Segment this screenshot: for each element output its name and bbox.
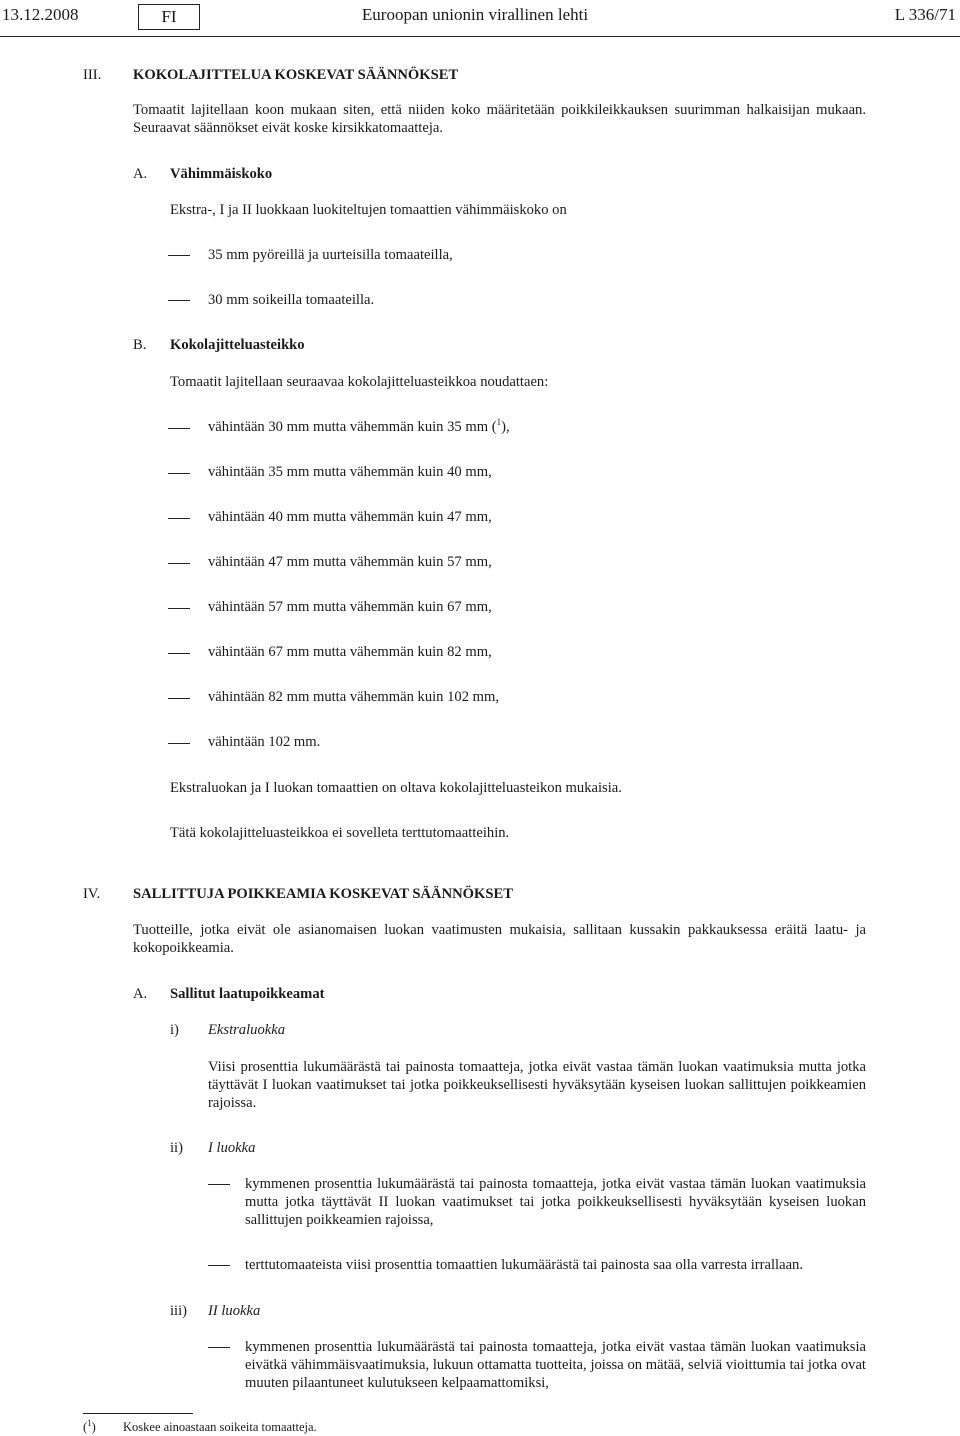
dash-bullet [168,608,190,609]
list-item: kymmenen prosenttia lukumäärästä tai painosta tomaatteja, jotka eivät vastaa tämän luokan vaatimuksia mutta jotka täyttävät II luokan vaatimukset tai jotka poikkeuksellisesti hyväksytään kyseisen luokan sallittujen poikkeamien rajoissa, [245,1176,866,1228]
list-item: vähintään 57 mm mutta vähemmän kuin 67 mm, [208,599,492,615]
list-item: vähintään 82 mm mutta vähemmän kuin 102 mm, [208,689,500,705]
dash-bullet [168,563,190,564]
section-number: III. [83,67,102,83]
journal-title: Euroopan unionin virallinen lehti [361,5,589,24]
list-item: vähintään 102 mm. [208,734,321,750]
dash-bullet [208,1265,230,1266]
section-intro: Tomaatit lajitellaan koon mukaan siten, että niiden koko määritetään poikkileikkauksen suurimman halkaisijan mukaan. Seuraavat säännökset eivät koske kirsikkatomaatteja. [133,102,866,136]
list-item: vähintään 40 mm mutta vähemmän kuin 47 mm, [208,509,492,525]
item-title: I luokka [208,1140,256,1156]
footnote-marker [83,1417,96,1434]
footnote-paren-close: ) [91,1420,96,1434]
dash-bullet [168,518,190,519]
item-title: Ekstraluokka [208,1022,286,1038]
subsection-number: A. [133,166,148,182]
section-number: IV. [83,886,101,902]
footnote-reference[interactable]: 1 [496,417,502,428]
list-item: kymmenen prosenttia lukumäärästä tai painosta tomaatteja, jotka eivät vastaa tämän luokan vaatimuksia eivätkä vähimmäisvaatimuksia, lukuun ottamatta tuotteita, joissa on mätää, selviä vioittumia tai jotka ovat muuten pilaantuneet kulutukseen kelpaamattomiksi, [245,1339,866,1391]
list-item: vähintään 47 mm mutta vähemmän kuin 57 mm, [208,554,492,570]
list-item: terttutomaateista viisi prosenttia tomaattien lukumäärästä tai painosta saa olla varresta irrallaan. [245,1257,804,1273]
paragraph: Ekstraluokan ja I luokan tomaattien on oltava kokolajitteluasteikon mukaisia. [170,780,622,796]
list-item-text: vähintään 30 mm mutta vähemmän kuin 35 mm ( [208,419,497,435]
item-title: II luokka [208,1303,261,1319]
language-box: FI [138,4,200,30]
list-item: 30 mm soikeilla tomaateilla. [208,292,375,308]
list-item: 35 mm pyöreillä ja uurteisilla tomaateilla, [208,247,453,263]
dash-bullet [168,428,190,429]
paragraph: Tomaatit lajitellaan seuraavaa kokolajitteluasteikkoa noudattaen: [170,374,549,390]
list-item: vähintään 67 mm mutta vähemmän kuin 82 mm, [208,644,492,660]
dash-bullet [208,1347,230,1348]
dash-bullet [168,255,190,256]
footnote [83,1417,317,1436]
publication-date: 13.12.2008 [2,5,79,24]
dash-bullet [168,300,190,301]
subsection-number: B. [133,337,147,353]
dash-bullet [168,473,190,474]
section-intro: Tuotteille, jotka eivät ole asianomaisen luokan vaatimusten mukaisia, sallitaan kussakin pakkauksessa eräitä laatu- ja kokopoikkeamia. [133,922,866,956]
footnote-number: 1 [87,1417,92,1428]
list-item [208,418,510,436]
list-item: vähintään 35 mm mutta vähemmän kuin 40 mm, [208,464,492,480]
footnote-text: Koskee ainoastaan soikeita tomaatteja. [123,1420,317,1434]
header-rule [0,36,960,37]
item-number: ii) [170,1140,183,1156]
subsection-title: Sallitut laatupoikkeamat [170,986,325,1002]
section-title: KOKOLAJITTELUA KOSKEVAT SÄÄNNÖKSET [133,67,459,83]
list-item-text: ), [501,419,510,435]
footnote-paren-open: ( [83,1420,88,1434]
dash-bullet [208,1184,230,1185]
item-number: iii) [170,1303,188,1319]
dash-bullet [168,653,190,654]
paragraph: Tätä kokolajitteluasteikkoa ei sovelleta terttutomaatteihin. [170,825,510,841]
page-reference: L 336/71 [894,5,956,24]
footnote-rule [83,1413,193,1414]
dash-bullet [168,698,190,699]
page-header [0,4,960,28]
paragraph: Ekstra-, I ja II luokkaan luokiteltujen tomaattien vähimmäiskoko on [170,202,567,218]
subsection-number: A. [133,986,148,1002]
paragraph: Viisi prosenttia lukumäärästä tai painosta tomaatteja, jotka eivät vastaa tämän luokan vaatimuksia mutta jotka täyttävät I luokan vaatimukset tai jotka poikkeuksellisesti hyväksytään kyseisen luokan sallittujen poikkeamien rajoissa. [208,1059,866,1111]
subsection-title: Kokolajitteluasteikko [170,337,305,353]
dash-bullet [168,743,190,744]
subsection-title: Vähimmäiskoko [170,166,273,182]
section-title: SALLITTUJA POIKKEAMIA KOSKEVAT SÄÄNNÖKSET [133,886,513,902]
item-number: i) [170,1022,179,1038]
